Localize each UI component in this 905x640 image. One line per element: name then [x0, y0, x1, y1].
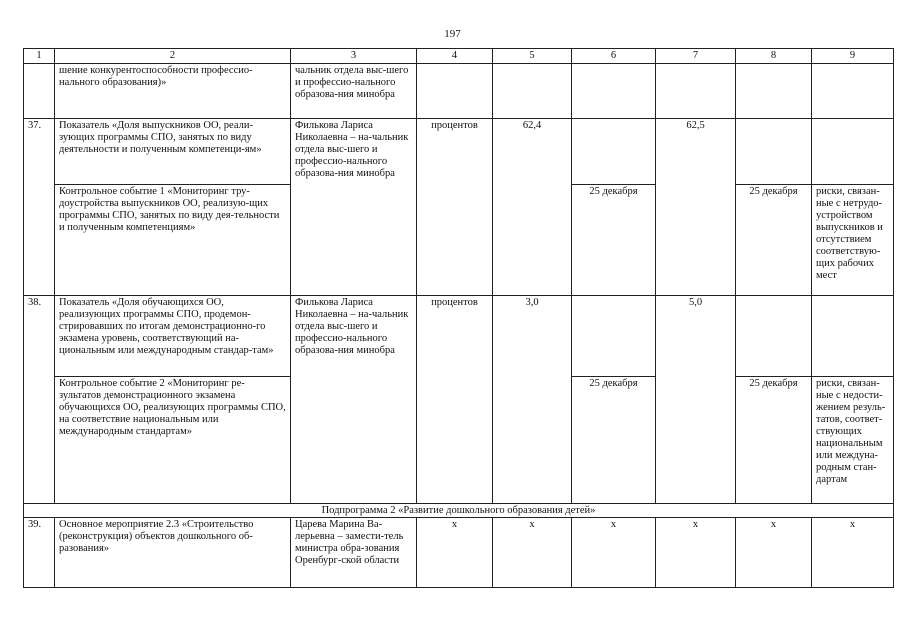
event-date-col-6: 25 декабря	[572, 377, 656, 504]
control-event-name: Контрольное событие 2 «Мониторинг ре-зультатов демонстрационного экзамена обучающихся ОО, реализующих программы СПО, на соответствие национальным или международным стандартам»	[55, 377, 291, 504]
table-row	[24, 504, 894, 518]
value-col-5: x	[493, 518, 572, 588]
header-col-6: 6	[572, 49, 656, 64]
control-event-name: Контрольное событие 1 «Мониторинг тру-доустройства выпускников ОО, реализую-щих программы СПО, занятых по виду дея-тельности и полученным компетенциям»	[55, 185, 291, 296]
unit-cell: процентов	[417, 119, 493, 296]
value-col-5: 62,4	[493, 119, 572, 296]
value-col-6: x	[572, 518, 656, 588]
value-col-8: x	[736, 518, 812, 588]
cont-name-cell: шение конкурентоспособности профессио-нального образования)»	[55, 64, 291, 119]
event-date-col-8: 25 декабря	[736, 185, 812, 296]
value-col-7: x	[656, 518, 736, 588]
header-col-3: 3	[291, 49, 417, 64]
plan-table	[23, 48, 894, 588]
table-row	[24, 119, 894, 185]
value-col-5: 3,0	[493, 296, 572, 504]
indicator-name: Показатель «Доля выпускников ОО, реали-зующих программы СПО, занятых по виду деятельности и полученным компетенци-ям»	[55, 119, 291, 185]
header-col-2: 2	[55, 49, 291, 64]
subprogram-title: Подпрограмма 2 «Развитие дошкольного образования детей»	[24, 504, 894, 518]
row-number: 39.	[24, 518, 55, 588]
header-row	[24, 49, 894, 64]
value-col-7: 62,5	[656, 119, 736, 296]
header-col-9: 9	[812, 49, 894, 64]
row-number: 38.	[24, 296, 55, 504]
header-col-7: 7	[656, 49, 736, 64]
value-col-7: 5,0	[656, 296, 736, 504]
table-row	[24, 518, 894, 588]
header-col-4: 4	[417, 49, 493, 64]
indicator-name: Показатель «Доля обучающихся ОО, реализующих программы СПО, продемон-стрировавших по итогам демонстрационно-го экзамена уровень, соответствующий на-циональным или международным стандар-там»	[55, 296, 291, 377]
risk-description: риски, связан-ные с нетрудо-устройством выпускников и отсутствием соответствую-щих рабочих мест	[812, 185, 894, 296]
header-col-8: 8	[736, 49, 812, 64]
table-row	[24, 296, 894, 377]
table-row	[24, 64, 894, 119]
header-col-5: 5	[493, 49, 572, 64]
responsible-person: Филькова Лариса Николаевна – на-чальник отдела выс-шего и профессио-нального образова-ния минобра	[291, 119, 417, 296]
responsible-person: Филькова Лариса Николаевна – на-чальник отдела выс-шего и профессио-нального образова-ния минобра	[291, 296, 417, 504]
cont-responsible-cell: чальник отдела выс-шего и профессио-нального образова-ния минобра	[291, 64, 417, 119]
row-number: 37.	[24, 119, 55, 296]
header-col-1: 1	[24, 49, 55, 64]
responsible-person: Царева Марина Ва-лерьевна – замести-тель министра обра-зования Оренбург-ской области	[291, 518, 417, 588]
value-col-9: x	[812, 518, 894, 588]
risk-description: риски, связан-ные с недости-жением резуль-татов, соответ-ствующих национальным или междуна-родным стан-дартам	[812, 377, 894, 504]
page-number: 197	[444, 28, 461, 40]
unit-cell: процентов	[417, 296, 493, 504]
cont-num-cell	[24, 64, 55, 119]
event-date-col-6: 25 декабря	[572, 185, 656, 296]
activity-name: Основное мероприятие 2.3 «Строительство (реконструкция) объектов дошкольного об-разования»	[55, 518, 291, 588]
event-date-col-8: 25 декабря	[736, 377, 812, 504]
value-col-4: x	[417, 518, 493, 588]
